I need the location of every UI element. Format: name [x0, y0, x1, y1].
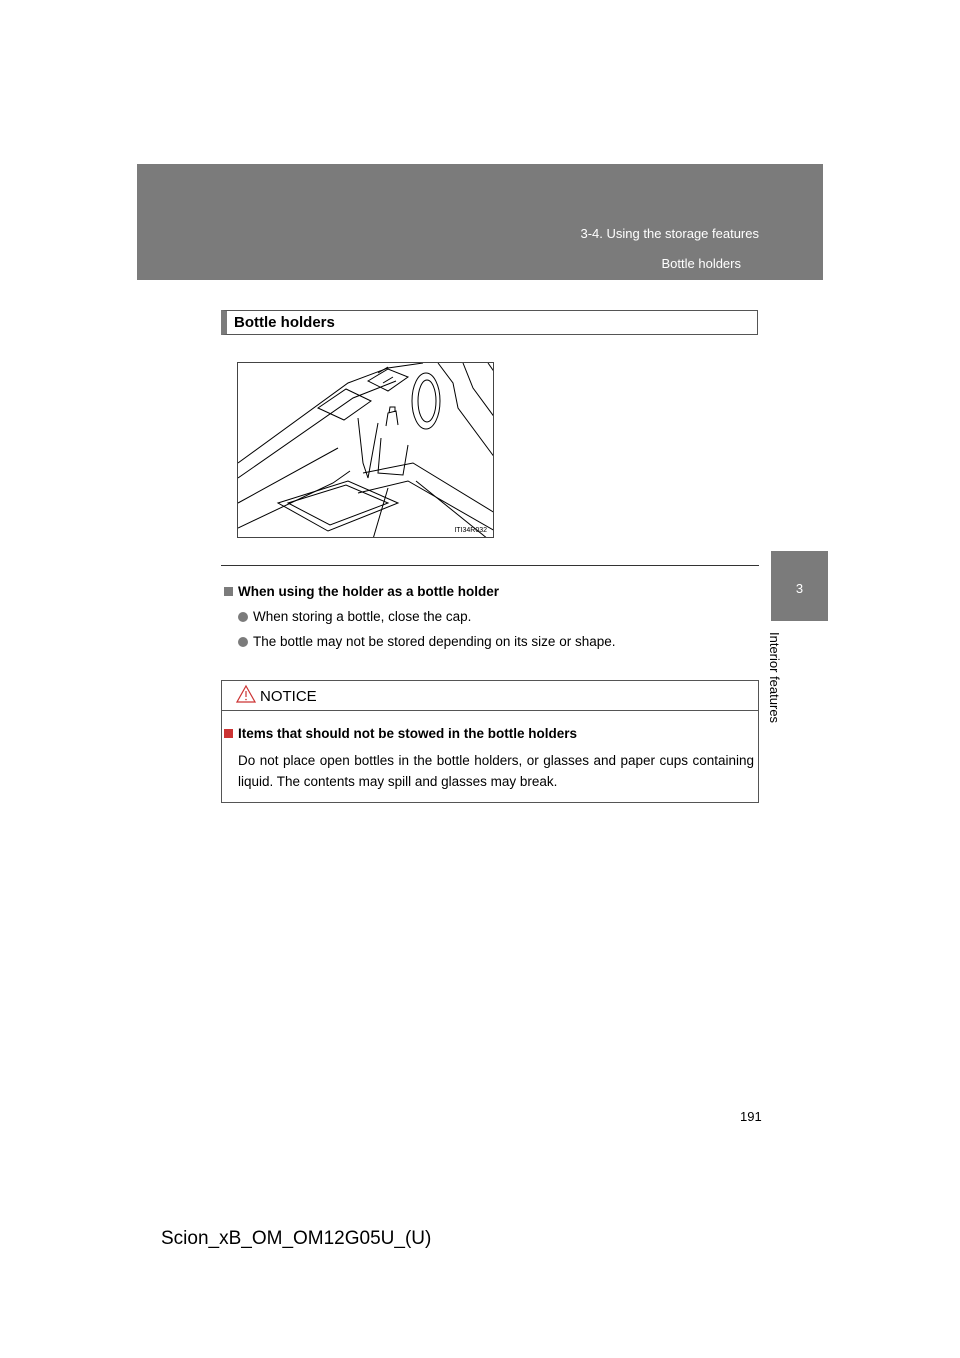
section-title-text: Bottle holders [234, 314, 335, 331]
header-subsection-title: Bottle holders [661, 256, 741, 271]
list-item [238, 609, 471, 624]
list-item [238, 634, 615, 649]
header-section-title: 3-4. Using the storage features [580, 226, 759, 241]
note-heading-text: When using the holder as a bottle holder [238, 584, 500, 599]
notice-box [221, 680, 759, 803]
list-item-text: The bottle may not be stored depending on its size or shape. [253, 634, 616, 649]
bottle-holder-illustration [237, 362, 494, 538]
header-band [137, 164, 823, 280]
notice-divider [222, 710, 758, 711]
square-bullet-icon [224, 587, 233, 596]
chapter-label: Interior features [767, 632, 782, 724]
figure-code: ITI34R032 [454, 527, 487, 534]
chapter-number: 3 [795, 581, 804, 596]
document-id: Scion_xB_OM_OM12G05U_(U) [161, 1228, 432, 1249]
section-title [221, 310, 758, 335]
notice-heading-text: Items that should not be stowed in the bottle holders [238, 726, 578, 741]
circle-bullet-icon [238, 612, 248, 622]
list-item-text: When storing a bottle, close the cap. [253, 609, 472, 624]
notice-body: Do not place open bottles in the bottle holders, or glasses and paper cups containing liquid. The contents may spill and glasses may break. [238, 753, 754, 789]
notice-title: NOTICE [260, 688, 317, 705]
chapter-tab [771, 551, 828, 621]
square-bullet-icon [224, 729, 233, 738]
page-number: 191 [740, 1109, 762, 1124]
circle-bullet-icon [238, 637, 248, 647]
notice-heading [224, 726, 577, 741]
warning-triangle-icon [236, 684, 256, 704]
divider-rule [221, 565, 759, 566]
note-heading [224, 584, 499, 599]
door-panel-drawing [238, 363, 494, 538]
